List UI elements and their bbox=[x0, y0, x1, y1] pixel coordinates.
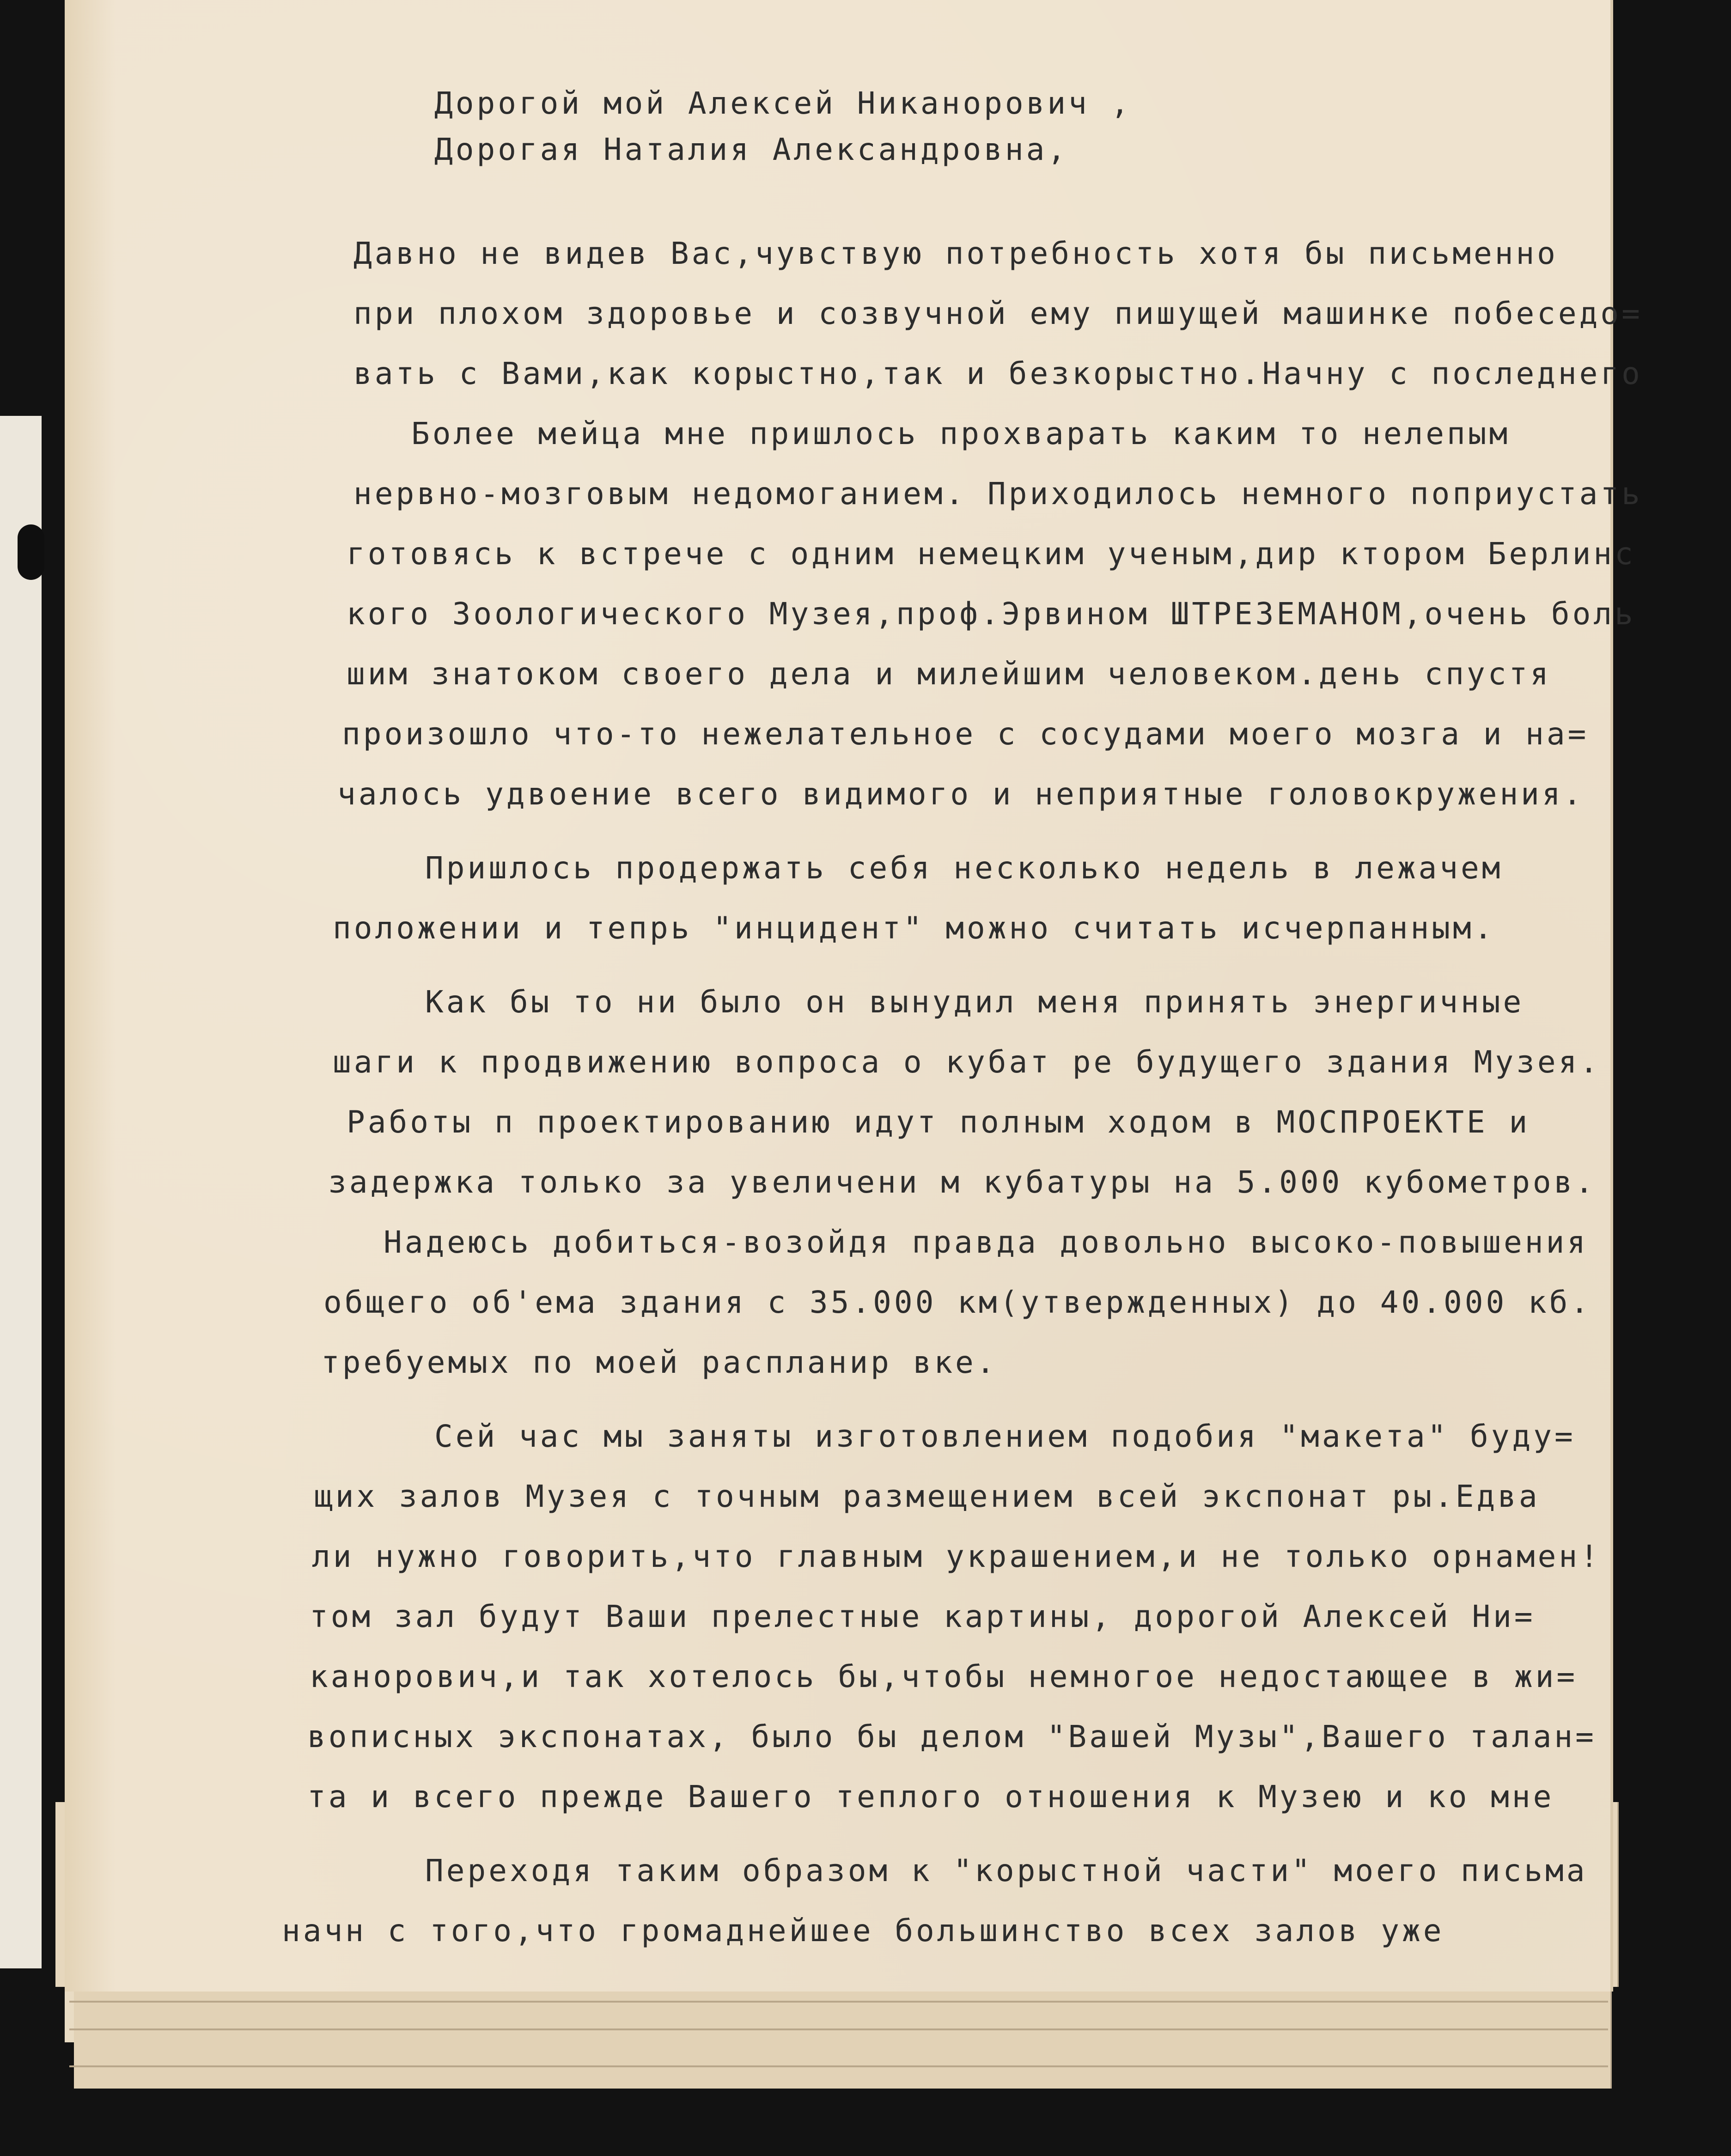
punch-hole bbox=[18, 524, 44, 580]
sheet-edge bbox=[69, 2028, 1608, 2030]
text-line: Работы п проектированию идут полным ходом в МОСПРОЕКТЕ и bbox=[347, 1104, 1530, 1140]
text-line: при плохом здоровье и созвучной ему пишущей машинке побеседо= bbox=[354, 296, 1643, 331]
text-line: ли нужно говорить,что главным украшением,и не только орнамен! bbox=[312, 1539, 1601, 1574]
text-line: вать с Вами,как корыстно,так и безкорыстно.Начну с последнего bbox=[354, 356, 1643, 391]
text-line: требуемых по моей распланир вке. bbox=[321, 1345, 998, 1380]
text-line: Более мейца мне пришлось прохварать каким то нелепым bbox=[411, 416, 1511, 451]
salutation-line: Дорогая Наталия Александровна, bbox=[434, 132, 1069, 167]
text-line: начн с того,что громаднейшее большинство всех залов уже bbox=[282, 1913, 1445, 1949]
salutation-line: Дорогой мой Алексей Никанорович , bbox=[434, 85, 1132, 121]
text-line: Как бы то ни было он вынудил меня принять энергичные bbox=[425, 984, 1524, 1020]
text-line: произошло что-то нежелательное с сосудами моего мозга и на= bbox=[342, 716, 1589, 752]
typed-letter bbox=[65, 0, 1643, 1992]
text-line: Давно не видев Вас,чувствую потребность хотя бы письменно bbox=[354, 236, 1558, 271]
text-line: кого Зоологического Музея,проф.Эрвином ШТРЕЗЕМАНОМ,очень боль bbox=[347, 596, 1636, 632]
text-line: Сей час мы заняты изготовлением подобия "макета" буду= bbox=[434, 1419, 1576, 1454]
text-line: канорович,и так хотелось бы,чтобы немногое недостающее в жи= bbox=[310, 1659, 1578, 1694]
text-line: Надеюсь добиться-возойдя правда довольно высоко-повышения bbox=[384, 1224, 1588, 1260]
text-line: нервно-мозговым недомоганием. Приходилось немного поприустать bbox=[354, 476, 1643, 512]
text-line: Переходя таким образом к "корыстной части" моего письма bbox=[425, 1853, 1588, 1888]
text-line: вописных экспонатах, было бы делом "Вашей Музы",Вашего талан= bbox=[307, 1719, 1597, 1754]
text-line: том зал будут Ваши прелестные картины, дорогой Алексей Ни= bbox=[310, 1599, 1536, 1634]
left-edge-sheet bbox=[0, 416, 42, 1968]
text-line: та и всего прежде Вашего теплого отношения к Музею и ко мне bbox=[307, 1779, 1554, 1815]
text-line: щих залов Музея с точным размещением всей экспонат ры.Едва bbox=[314, 1479, 1540, 1514]
text-line: шаги к продвижению вопроса о кубат ре будущего здания Музея. bbox=[333, 1044, 1601, 1080]
text-line: положении и тепрь "инцидент" можно считать исчерпанным. bbox=[333, 910, 1495, 946]
letter-page bbox=[65, 0, 1643, 1992]
sheet-edge bbox=[69, 2065, 1608, 2067]
text-line: чалось удвоение всего видимого и неприятные головокружения. bbox=[337, 776, 1585, 812]
text-line: Пришлось продержать себя несколько недель в лежачем bbox=[425, 850, 1503, 886]
text-line: готовясь к встрече с одним немецким ученым,дир ктором Берлинс bbox=[347, 536, 1636, 572]
text-line: шим знатоком своего дела и милейшим человеком.день спустя bbox=[347, 656, 1551, 692]
text-line: задержка только за увеличени м кубатуры на 5.000 кубометров. bbox=[328, 1164, 1597, 1200]
sheet-edge bbox=[69, 2001, 1608, 2003]
text-line: общего об'ема здания с 35.000 км(утвержденных) до 40.000 кб. bbox=[323, 1285, 1592, 1320]
